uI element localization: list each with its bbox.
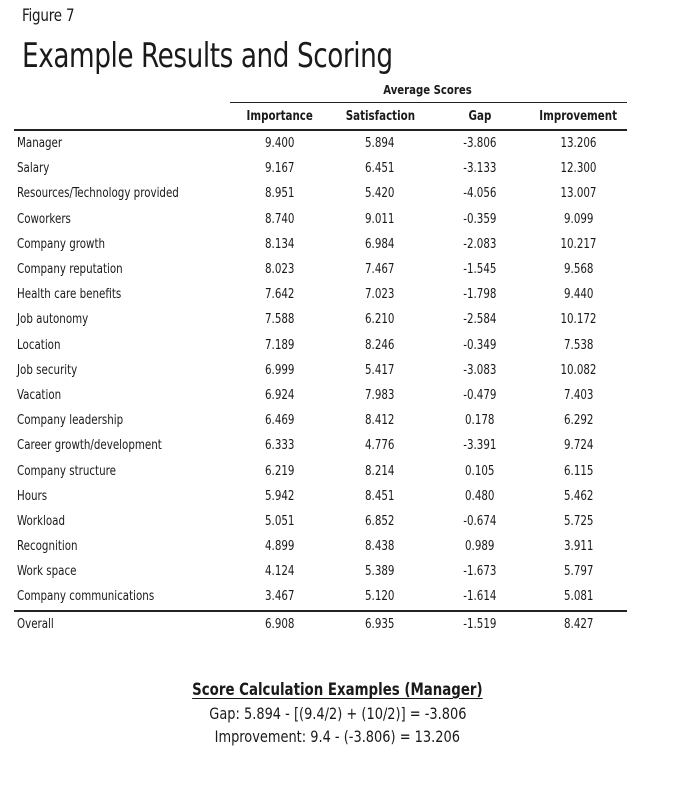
gap-cell: 0.480 (465, 488, 495, 504)
importance-cell: 4.124 (265, 564, 295, 580)
importance-cell: 8.951 (265, 186, 295, 202)
row-label: Company communications (17, 589, 155, 605)
improvement-cell: 6.292 (563, 413, 594, 429)
overall-row (14, 611, 627, 637)
satisfaction-cell: 6.210 (365, 312, 395, 328)
row-label: Hours (17, 488, 48, 504)
row-label: Manager (17, 136, 63, 152)
importance-cell: 6.908 (230, 611, 330, 637)
row-label: Career growth/development (17, 438, 162, 454)
improvement-cell: 13.007 (560, 186, 597, 202)
row-label: Company leadership (17, 413, 124, 429)
improvement-cell: 9.724 (563, 438, 594, 454)
importance-cell: 9.400 (265, 136, 295, 152)
importance-cell: 5.942 (265, 488, 295, 504)
row-label: Location (17, 337, 61, 353)
table-row (14, 282, 627, 307)
satisfaction-cell: 5.417 (365, 362, 395, 378)
results-table (14, 104, 627, 637)
row-label: Resources/Technology provided (17, 186, 179, 202)
satisfaction-cell: 8.438 (365, 539, 395, 555)
calculation-title: Score Calculation Examples (Manager) (192, 680, 483, 699)
importance-cell: 7.189 (265, 337, 295, 353)
improvement-cell: 12.300 (560, 161, 597, 177)
improvement-cell: 8.427 (530, 611, 627, 637)
satisfaction-cell: 6.984 (365, 236, 395, 252)
satisfaction-cell: 6.935 (330, 611, 430, 637)
satisfaction-cell: 9.011 (365, 211, 395, 227)
satisfaction-cell: 6.451 (365, 161, 395, 177)
table-row (14, 130, 627, 156)
improvement-cell: 7.403 (563, 387, 594, 403)
table-row (14, 207, 627, 232)
improvement-cell: 3.911 (563, 539, 594, 555)
gap-cell: -3.133 (463, 161, 497, 177)
row-label: Job autonomy (17, 312, 89, 328)
gap-cell: -3.391 (463, 438, 497, 454)
row-label: Job security (17, 362, 78, 378)
gap-cell: -2.083 (463, 236, 497, 252)
improvement-cell: 9.568 (563, 262, 594, 278)
table-row (14, 257, 627, 282)
gap-cell: -1.614 (463, 589, 497, 605)
row-label: Coworkers (17, 211, 71, 227)
row-label: Recognition (17, 539, 78, 555)
importance-cell: 9.167 (265, 161, 295, 177)
row-label: Workload (17, 513, 66, 529)
satisfaction-cell: 5.120 (365, 589, 395, 605)
importance-cell: 5.051 (265, 513, 295, 529)
improvement-cell: 13.206 (560, 136, 597, 152)
satisfaction-cell: 8.412 (365, 413, 395, 429)
table-row (14, 333, 627, 358)
table-row (14, 358, 627, 383)
row-label: Work space (17, 564, 77, 580)
improvement-cell: 10.172 (560, 312, 597, 328)
importance-cell: 7.642 (265, 287, 295, 303)
table-row (14, 307, 627, 332)
gap-cell: 0.105 (465, 463, 495, 479)
satisfaction-cell: 8.451 (365, 488, 395, 504)
gap-cell: -0.359 (463, 211, 497, 227)
improvement-calculation: Improvement: 9.4 - (-3.806) = 13.206 (214, 727, 461, 746)
gap-cell: -2.584 (463, 312, 497, 328)
importance-cell: 3.467 (265, 589, 295, 605)
satisfaction-cell: 7.983 (365, 387, 395, 403)
improvement-cell: 5.462 (563, 488, 594, 504)
row-label: Company structure (17, 463, 116, 479)
gap-cell: 0.989 (465, 539, 495, 555)
column-header-improvement: Improvement (530, 104, 627, 130)
gap-cell: -1.519 (430, 611, 530, 637)
importance-cell: 8.740 (265, 211, 295, 227)
gap-cell: -1.673 (463, 564, 497, 580)
table-row (14, 232, 627, 257)
table-row (14, 156, 627, 181)
figure-label: Figure 7 (22, 6, 75, 26)
row-label: Company growth (17, 236, 106, 252)
gap-cell: -3.806 (463, 136, 497, 152)
gap-cell: -0.479 (463, 387, 497, 403)
satisfaction-cell: 5.420 (365, 186, 395, 202)
importance-cell: 6.219 (265, 463, 295, 479)
importance-cell: 6.999 (265, 362, 295, 378)
table-row (14, 383, 627, 408)
gap-cell: -0.349 (463, 337, 497, 353)
improvement-cell: 6.115 (563, 463, 594, 479)
row-label: Vacation (17, 387, 62, 403)
importance-cell: 6.924 (265, 387, 295, 403)
importance-cell: 8.023 (265, 262, 295, 278)
importance-cell: 6.469 (265, 413, 295, 429)
importance-cell: 6.333 (265, 438, 295, 454)
gap-cell: -1.798 (463, 287, 497, 303)
improvement-cell: 7.538 (563, 337, 594, 353)
improvement-cell: 10.217 (560, 236, 597, 252)
satisfaction-cell: 4.776 (365, 438, 395, 454)
satisfaction-cell: 8.246 (365, 337, 395, 353)
calculation-examples (0, 680, 675, 748)
average-scores-header: Average Scores (383, 82, 472, 97)
satisfaction-cell: 7.023 (365, 287, 395, 303)
improvement-cell: 9.099 (563, 211, 594, 227)
improvement-cell: 5.725 (563, 513, 594, 529)
average-scores-rule (230, 102, 627, 103)
gap-cell: -4.056 (463, 186, 497, 202)
improvement-cell: 10.082 (560, 362, 597, 378)
gap-calculation: Gap: 5.894 - [(9.4/2) + (10/2)] = -3.806 (208, 704, 467, 723)
row-label: Salary (17, 161, 50, 177)
column-header-satisfaction: Satisfaction (330, 104, 430, 130)
satisfaction-cell: 5.389 (365, 564, 395, 580)
satisfaction-cell: 5.894 (365, 136, 395, 152)
column-header-gap: Gap (430, 104, 530, 130)
header-row (14, 104, 627, 130)
improvement-cell: 5.081 (563, 589, 594, 605)
table-row (14, 534, 627, 559)
improvement-cell: 9.440 (563, 287, 594, 303)
table-row (14, 484, 627, 509)
gap-cell: 0.178 (465, 413, 495, 429)
table-row (14, 458, 627, 483)
satisfaction-cell: 7.467 (365, 262, 395, 278)
gap-cell: -0.674 (463, 513, 497, 529)
column-header-importance: Importance (230, 104, 330, 130)
improvement-cell: 5.797 (563, 564, 594, 580)
table-body (14, 130, 627, 611)
table-row (14, 584, 627, 610)
row-label: Overall (14, 611, 230, 637)
table-row (14, 559, 627, 584)
table-row (14, 408, 627, 433)
table-row (14, 433, 627, 458)
gap-cell: -3.083 (463, 362, 497, 378)
satisfaction-cell: 6.852 (365, 513, 395, 529)
table-row (14, 509, 627, 534)
column-header-label (14, 104, 230, 130)
table-row (14, 181, 627, 206)
gap-cell: -1.545 (463, 262, 497, 278)
importance-cell: 8.134 (265, 236, 295, 252)
importance-cell: 4.899 (265, 539, 295, 555)
row-label: Company reputation (17, 262, 123, 278)
page-title: Example Results and Scoring (22, 36, 393, 76)
importance-cell: 7.588 (265, 312, 295, 328)
satisfaction-cell: 8.214 (365, 463, 395, 479)
row-label: Health care benefits (17, 287, 122, 303)
